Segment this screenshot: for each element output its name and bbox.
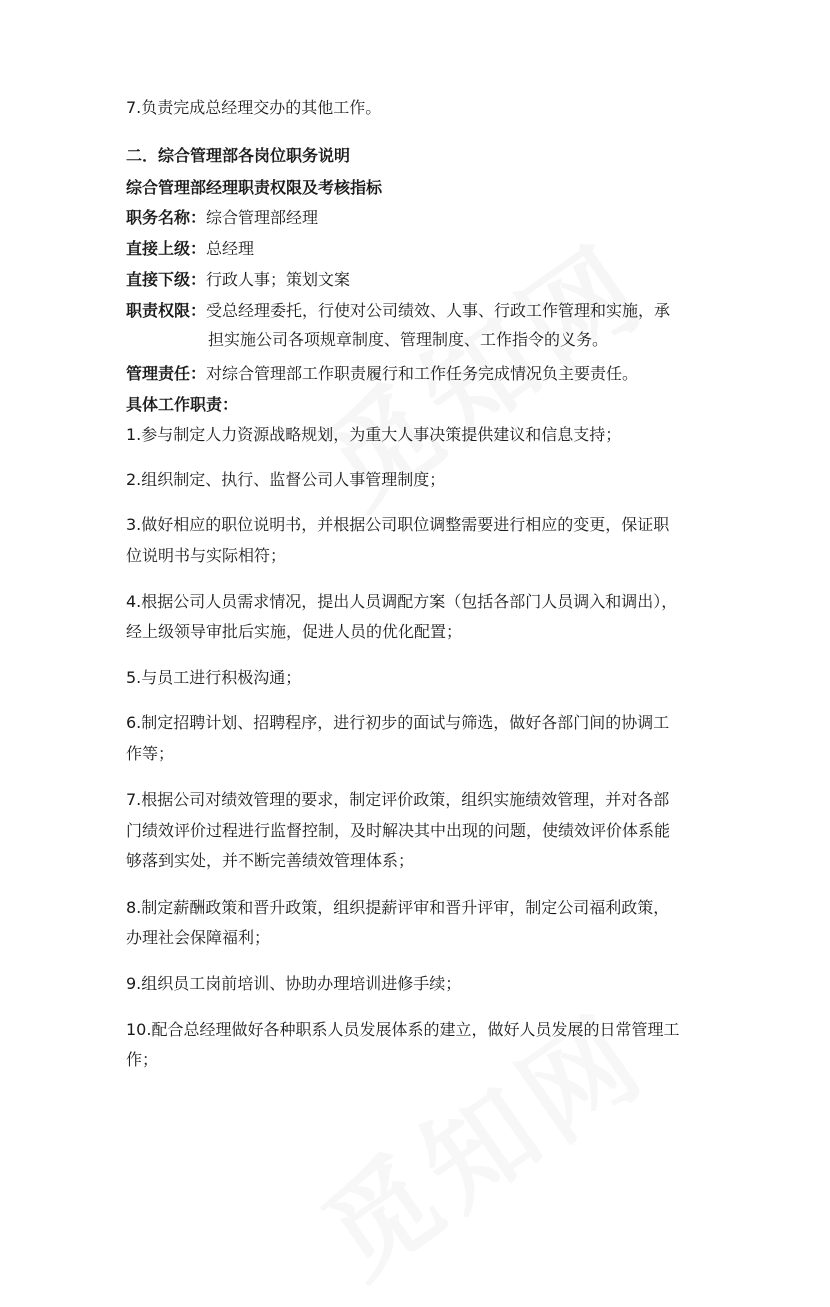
field-management-responsibility — [126, 364, 638, 384]
field-value: 总经理 — [206, 239, 255, 258]
duty-4-continued: 经上级领导审批后实施，促进人员的优化配置； — [126, 622, 463, 641]
duty-8: 8.制定薪酬政策和晋升政策，组织提薪评审和晋升评审，制定公司福利政策， — [126, 898, 670, 917]
field-value: 行政人事；策划文案 — [206, 270, 351, 289]
field-label: 管理责任： — [126, 364, 207, 383]
field-authority-continued: 担实施公司各项规章制度、管理制度、工作指令的义务。 — [208, 330, 609, 349]
duty-8-continued: 办理社会保障福利； — [126, 928, 271, 947]
field-label: 职责权限： — [126, 301, 207, 320]
duty-5: 5.与员工进行积极沟通； — [126, 668, 302, 687]
field-direct-subordinate — [126, 270, 350, 290]
duty-9: 9.组织员工岗前培训、协助办理培训进修手续； — [126, 974, 462, 993]
duty-6-continued: 作等； — [126, 744, 175, 763]
field-label: 直接下级： — [126, 270, 207, 289]
field-label: 职务名称： — [126, 208, 207, 227]
duty-6: 6.制定招聘计划、招聘程序，进行初步的面试与筛选，做好各部门间的协调工 — [126, 713, 670, 732]
field-label: 直接上级： — [126, 239, 207, 258]
duty-3-continued: 位说明书与实际相符； — [126, 546, 287, 565]
field-position-name — [126, 208, 318, 228]
duty-4: 4.根据公司人员需求情况，提出人员调配方案（包括各部门人员调入和调出）， — [126, 592, 678, 611]
intro-item: 7.负责完成总经理交办的其他工作。 — [126, 98, 382, 117]
duty-7-continued-2: 够落到实处，并不断完善绩效管理体系； — [126, 851, 415, 870]
field-direct-superior — [126, 239, 254, 259]
duty-1: 1.参与制定人力资源战略规划，为重大人事决策提供建议和信息支持； — [126, 425, 622, 444]
subsection-title: 综合管理部经理职责权限及考核指标 — [126, 178, 383, 197]
field-value: 受总经理委托，行使对公司绩效、人事、行政工作管理和实施，承 — [206, 301, 671, 320]
duties-heading: 具体工作职责： — [126, 395, 239, 414]
duty-7: 7.根据公司对绩效管理的要求，制定评价政策，组织实施绩效管理，并对各部 — [126, 790, 670, 809]
duty-10-continued: 作； — [126, 1050, 159, 1069]
duty-2: 2.组织制定、执行、监督公司人事管理制度； — [126, 470, 446, 489]
field-authority — [126, 301, 670, 321]
field-value: 综合管理部经理 — [206, 208, 319, 227]
duty-3: 3.做好相应的职位说明书，并根据公司职位调整需要进行相应的变更，保证职 — [126, 515, 670, 534]
section-heading: 二．综合管理部各岗位职务说明 — [126, 146, 351, 165]
duty-10: 10.配合总经理做好各种职系人员发展体系的建立，做好人员发展的日常管理工 — [126, 1020, 680, 1039]
duty-7-continued-1: 门绩效评价过程进行监督控制，及时解决其中出现的问题，使绩效评价体系能 — [126, 821, 671, 840]
field-value: 对综合管理部工作职责履行和工作任务完成情况负主要责任。 — [206, 364, 639, 383]
